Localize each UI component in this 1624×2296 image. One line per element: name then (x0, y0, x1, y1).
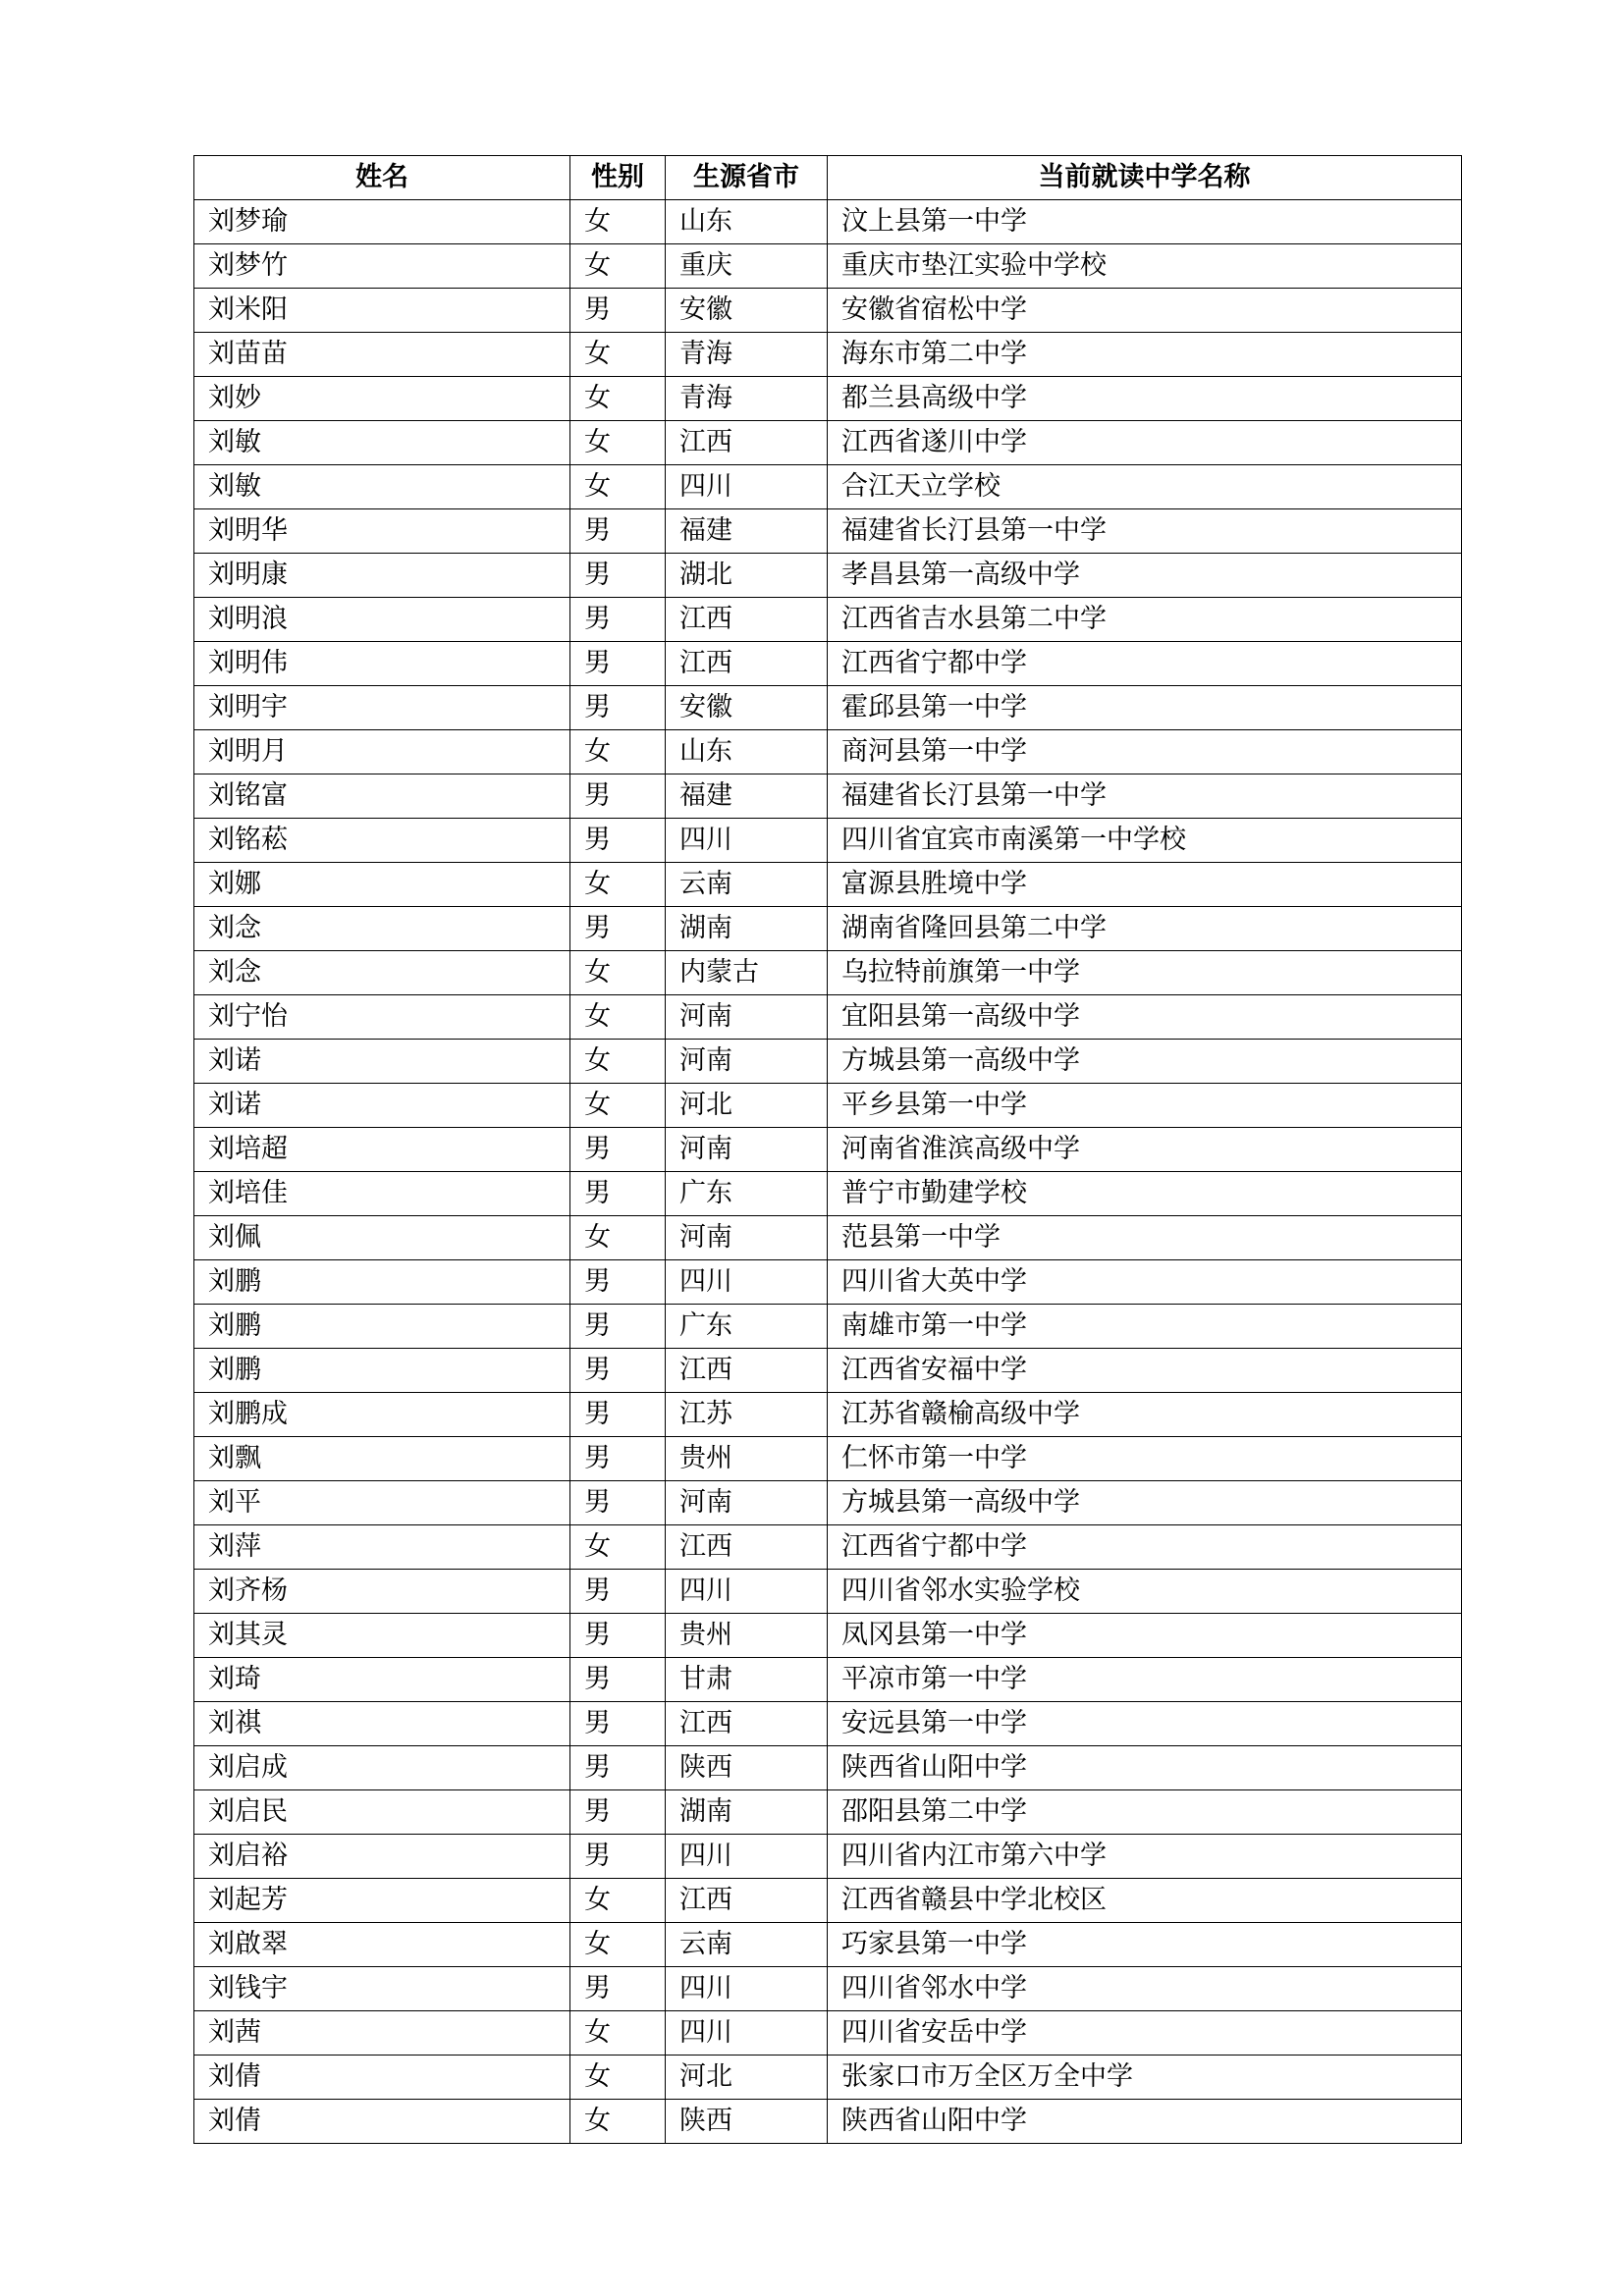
cell-province: 山东 (666, 200, 828, 244)
cell-school: 巧家县第一中学 (828, 1923, 1462, 1967)
cell-province: 山东 (666, 730, 828, 774)
cell-name: 刘祺 (194, 1702, 570, 1746)
cell-school: 江西省安福中学 (828, 1349, 1462, 1393)
table-row (194, 1172, 1462, 1216)
cell-school: 霍邱县第一中学 (828, 686, 1462, 730)
cell-gender: 男 (570, 1393, 666, 1437)
cell-gender: 男 (570, 1967, 666, 2011)
cell-province: 内蒙古 (666, 951, 828, 995)
cell-name: 刘启成 (194, 1746, 570, 1790)
table-body (194, 200, 1462, 2144)
cell-name: 刘铭菘 (194, 819, 570, 863)
cell-name: 刘飘 (194, 1437, 570, 1481)
cell-school: 四川省宜宾市南溪第一中学校 (828, 819, 1462, 863)
cell-name: 刘苗苗 (194, 333, 570, 377)
cell-school: 凤冈县第一中学 (828, 1614, 1462, 1658)
cell-name: 刘起芳 (194, 1879, 570, 1923)
cell-school: 方城县第一高级中学 (828, 1481, 1462, 1525)
cell-name: 刘钱宇 (194, 1967, 570, 2011)
table-row (194, 377, 1462, 421)
cell-gender: 男 (570, 686, 666, 730)
table-row (194, 244, 1462, 289)
cell-name: 刘倩 (194, 2100, 570, 2144)
cell-school: 普宁市勤建学校 (828, 1172, 1462, 1216)
cell-name: 刘明康 (194, 554, 570, 598)
header-name: 姓名 (194, 156, 570, 200)
cell-gender: 男 (570, 289, 666, 333)
cell-province: 江苏 (666, 1393, 828, 1437)
cell-school: 富源县胜境中学 (828, 863, 1462, 907)
cell-province: 河北 (666, 1084, 828, 1128)
cell-name: 刘梦竹 (194, 244, 570, 289)
cell-school: 陕西省山阳中学 (828, 1746, 1462, 1790)
cell-name: 刘明浪 (194, 598, 570, 642)
cell-province: 青海 (666, 377, 828, 421)
table-row (194, 421, 1462, 465)
cell-gender: 女 (570, 2100, 666, 2144)
cell-gender: 男 (570, 1614, 666, 1658)
table-row (194, 598, 1462, 642)
table-row (194, 1835, 1462, 1879)
cell-province: 四川 (666, 819, 828, 863)
table-row (194, 730, 1462, 774)
cell-name: 刘启裕 (194, 1835, 570, 1879)
table-row (194, 1790, 1462, 1835)
cell-gender: 女 (570, 377, 666, 421)
cell-school: 商河县第一中学 (828, 730, 1462, 774)
table-row (194, 1879, 1462, 1923)
cell-province: 安徽 (666, 289, 828, 333)
cell-province: 湖南 (666, 907, 828, 951)
cell-school: 范县第一中学 (828, 1216, 1462, 1260)
cell-name: 刘啟翠 (194, 1923, 570, 1967)
table-row (194, 1216, 1462, 1260)
cell-school: 湖南省隆回县第二中学 (828, 907, 1462, 951)
cell-name: 刘明月 (194, 730, 570, 774)
cell-gender: 女 (570, 1040, 666, 1084)
cell-province: 福建 (666, 509, 828, 554)
cell-gender: 男 (570, 1437, 666, 1481)
cell-gender: 女 (570, 2011, 666, 2056)
cell-name: 刘其灵 (194, 1614, 570, 1658)
cell-province: 四川 (666, 465, 828, 509)
cell-province: 四川 (666, 1260, 828, 1305)
cell-province: 青海 (666, 333, 828, 377)
cell-school: 四川省大英中学 (828, 1260, 1462, 1305)
cell-gender: 女 (570, 200, 666, 244)
cell-name: 刘米阳 (194, 289, 570, 333)
cell-name: 刘茜 (194, 2011, 570, 2056)
cell-gender: 男 (570, 774, 666, 819)
cell-gender: 女 (570, 1216, 666, 1260)
cell-name: 刘倩 (194, 2056, 570, 2100)
cell-name: 刘宁怡 (194, 995, 570, 1040)
cell-school: 平凉市第一中学 (828, 1658, 1462, 1702)
header-school: 当前就读中学名称 (828, 156, 1462, 200)
cell-gender: 男 (570, 509, 666, 554)
cell-gender: 女 (570, 333, 666, 377)
table-row (194, 1260, 1462, 1305)
cell-province: 江西 (666, 421, 828, 465)
cell-province: 陕西 (666, 2100, 828, 2144)
cell-name: 刘诺 (194, 1084, 570, 1128)
cell-province: 四川 (666, 1570, 828, 1614)
cell-name: 刘平 (194, 1481, 570, 1525)
cell-gender: 女 (570, 421, 666, 465)
cell-school: 四川省安岳中学 (828, 2011, 1462, 2056)
cell-school: 江西省宁都中学 (828, 1525, 1462, 1570)
cell-gender: 女 (570, 863, 666, 907)
cell-school: 河南省淮滨高级中学 (828, 1128, 1462, 1172)
cell-name: 刘培佳 (194, 1172, 570, 1216)
cell-province: 四川 (666, 1967, 828, 2011)
cell-gender: 男 (570, 554, 666, 598)
header-gender: 性别 (570, 156, 666, 200)
cell-province: 广东 (666, 1172, 828, 1216)
cell-school: 张家口市万全区万全中学 (828, 2056, 1462, 2100)
cell-name: 刘诺 (194, 1040, 570, 1084)
cell-school: 四川省内江市第六中学 (828, 1835, 1462, 1879)
cell-province: 贵州 (666, 1437, 828, 1481)
cell-name: 刘启民 (194, 1790, 570, 1835)
table-row (194, 1570, 1462, 1614)
cell-name: 刘鹏 (194, 1305, 570, 1349)
cell-gender: 男 (570, 1835, 666, 1879)
cell-school: 方城县第一高级中学 (828, 1040, 1462, 1084)
header-province: 生源省市 (666, 156, 828, 200)
table-row (194, 1393, 1462, 1437)
cell-gender: 男 (570, 1658, 666, 1702)
cell-name: 刘铭富 (194, 774, 570, 819)
cell-school: 重庆市垫江实验中学校 (828, 244, 1462, 289)
cell-gender: 女 (570, 1084, 666, 1128)
table-row (194, 1614, 1462, 1658)
table-row (194, 509, 1462, 554)
cell-school: 都兰县高级中学 (828, 377, 1462, 421)
table-row (194, 907, 1462, 951)
cell-gender: 女 (570, 1525, 666, 1570)
table-row (194, 333, 1462, 377)
cell-school: 四川省邻水中学 (828, 1967, 1462, 2011)
cell-school: 合江天立学校 (828, 465, 1462, 509)
cell-school: 宜阳县第一高级中学 (828, 995, 1462, 1040)
cell-school: 乌拉特前旗第一中学 (828, 951, 1462, 995)
cell-province: 云南 (666, 863, 828, 907)
cell-province: 云南 (666, 1923, 828, 1967)
cell-school: 江西省宁都中学 (828, 642, 1462, 686)
cell-gender: 男 (570, 1746, 666, 1790)
cell-province: 河南 (666, 1481, 828, 1525)
cell-province: 四川 (666, 1835, 828, 1879)
table-row (194, 465, 1462, 509)
cell-school: 福建省长汀县第一中学 (828, 509, 1462, 554)
table-row (194, 1040, 1462, 1084)
cell-province: 河南 (666, 1128, 828, 1172)
cell-gender: 男 (570, 1172, 666, 1216)
cell-province: 江西 (666, 1349, 828, 1393)
table-row (194, 1128, 1462, 1172)
cell-province: 江西 (666, 1525, 828, 1570)
table-row (194, 1525, 1462, 1570)
cell-province: 江西 (666, 642, 828, 686)
table-row (194, 200, 1462, 244)
cell-province: 四川 (666, 2011, 828, 2056)
cell-school: 陕西省山阳中学 (828, 2100, 1462, 2144)
cell-school: 江西省赣县中学北校区 (828, 1879, 1462, 1923)
table-row (194, 1967, 1462, 2011)
cell-name: 刘念 (194, 907, 570, 951)
cell-school: 江西省吉水县第二中学 (828, 598, 1462, 642)
cell-name: 刘妙 (194, 377, 570, 421)
cell-province: 湖北 (666, 554, 828, 598)
cell-province: 江西 (666, 1702, 828, 1746)
cell-gender: 男 (570, 819, 666, 863)
table-row (194, 1084, 1462, 1128)
cell-province: 广东 (666, 1305, 828, 1349)
cell-province: 河北 (666, 2056, 828, 2100)
cell-name: 刘鹏 (194, 1349, 570, 1393)
table-row (194, 554, 1462, 598)
cell-gender: 女 (570, 1879, 666, 1923)
table-row (194, 1437, 1462, 1481)
cell-gender: 男 (570, 907, 666, 951)
cell-gender: 男 (570, 1128, 666, 1172)
table-row (194, 2011, 1462, 2056)
cell-gender: 女 (570, 244, 666, 289)
cell-gender: 男 (570, 1349, 666, 1393)
cell-gender: 女 (570, 465, 666, 509)
cell-province: 河南 (666, 1216, 828, 1260)
table-row (194, 1481, 1462, 1525)
table-row (194, 774, 1462, 819)
cell-name: 刘梦瑜 (194, 200, 570, 244)
table-row (194, 819, 1462, 863)
cell-province: 河南 (666, 1040, 828, 1084)
table-row (194, 1746, 1462, 1790)
cell-name: 刘娜 (194, 863, 570, 907)
table-row (194, 2056, 1462, 2100)
cell-school: 福建省长汀县第一中学 (828, 774, 1462, 819)
cell-name: 刘明华 (194, 509, 570, 554)
cell-school: 海东市第二中学 (828, 333, 1462, 377)
cell-school: 南雄市第一中学 (828, 1305, 1462, 1349)
cell-name: 刘明宇 (194, 686, 570, 730)
cell-name: 刘鹏 (194, 1260, 570, 1305)
cell-school: 邵阳县第二中学 (828, 1790, 1462, 1835)
table-row (194, 1349, 1462, 1393)
cell-name: 刘敏 (194, 421, 570, 465)
cell-name: 刘萍 (194, 1525, 570, 1570)
cell-gender: 女 (570, 995, 666, 1040)
cell-gender: 男 (570, 1790, 666, 1835)
cell-school: 安徽省宿松中学 (828, 289, 1462, 333)
cell-name: 刘念 (194, 951, 570, 995)
table-row (194, 863, 1462, 907)
table-row (194, 2100, 1462, 2144)
cell-name: 刘佩 (194, 1216, 570, 1260)
cell-school: 四川省邻水实验学校 (828, 1570, 1462, 1614)
cell-gender: 男 (570, 1260, 666, 1305)
cell-province: 陕西 (666, 1746, 828, 1790)
cell-province: 江西 (666, 1879, 828, 1923)
cell-province: 甘肃 (666, 1658, 828, 1702)
cell-name: 刘培超 (194, 1128, 570, 1172)
table-row (194, 951, 1462, 995)
table-row (194, 686, 1462, 730)
cell-province: 江西 (666, 598, 828, 642)
cell-gender: 男 (570, 1570, 666, 1614)
cell-gender: 男 (570, 642, 666, 686)
table-row (194, 1702, 1462, 1746)
cell-school: 仁怀市第一中学 (828, 1437, 1462, 1481)
cell-school: 平乡县第一中学 (828, 1084, 1462, 1128)
cell-gender: 女 (570, 2056, 666, 2100)
student-table (193, 155, 1462, 2144)
cell-school: 江西省遂川中学 (828, 421, 1462, 465)
cell-gender: 男 (570, 1702, 666, 1746)
table-row (194, 1923, 1462, 1967)
cell-name: 刘琦 (194, 1658, 570, 1702)
cell-name: 刘敏 (194, 465, 570, 509)
table-row (194, 289, 1462, 333)
cell-school: 江苏省赣榆高级中学 (828, 1393, 1462, 1437)
cell-gender: 男 (570, 1305, 666, 1349)
cell-name: 刘明伟 (194, 642, 570, 686)
cell-province: 贵州 (666, 1614, 828, 1658)
cell-school: 汶上县第一中学 (828, 200, 1462, 244)
cell-province: 安徽 (666, 686, 828, 730)
cell-school: 孝昌县第一高级中学 (828, 554, 1462, 598)
cell-name: 刘鹏成 (194, 1393, 570, 1437)
table-header-row (194, 156, 1462, 200)
cell-province: 福建 (666, 774, 828, 819)
cell-gender: 男 (570, 1481, 666, 1525)
table-row (194, 1305, 1462, 1349)
table-row (194, 995, 1462, 1040)
table-row (194, 642, 1462, 686)
cell-province: 湖南 (666, 1790, 828, 1835)
cell-gender: 女 (570, 1923, 666, 1967)
cell-school: 安远县第一中学 (828, 1702, 1462, 1746)
cell-province: 河南 (666, 995, 828, 1040)
cell-name: 刘齐杨 (194, 1570, 570, 1614)
cell-gender: 女 (570, 951, 666, 995)
cell-gender: 女 (570, 730, 666, 774)
cell-province: 重庆 (666, 244, 828, 289)
table-row (194, 1658, 1462, 1702)
cell-gender: 男 (570, 598, 666, 642)
